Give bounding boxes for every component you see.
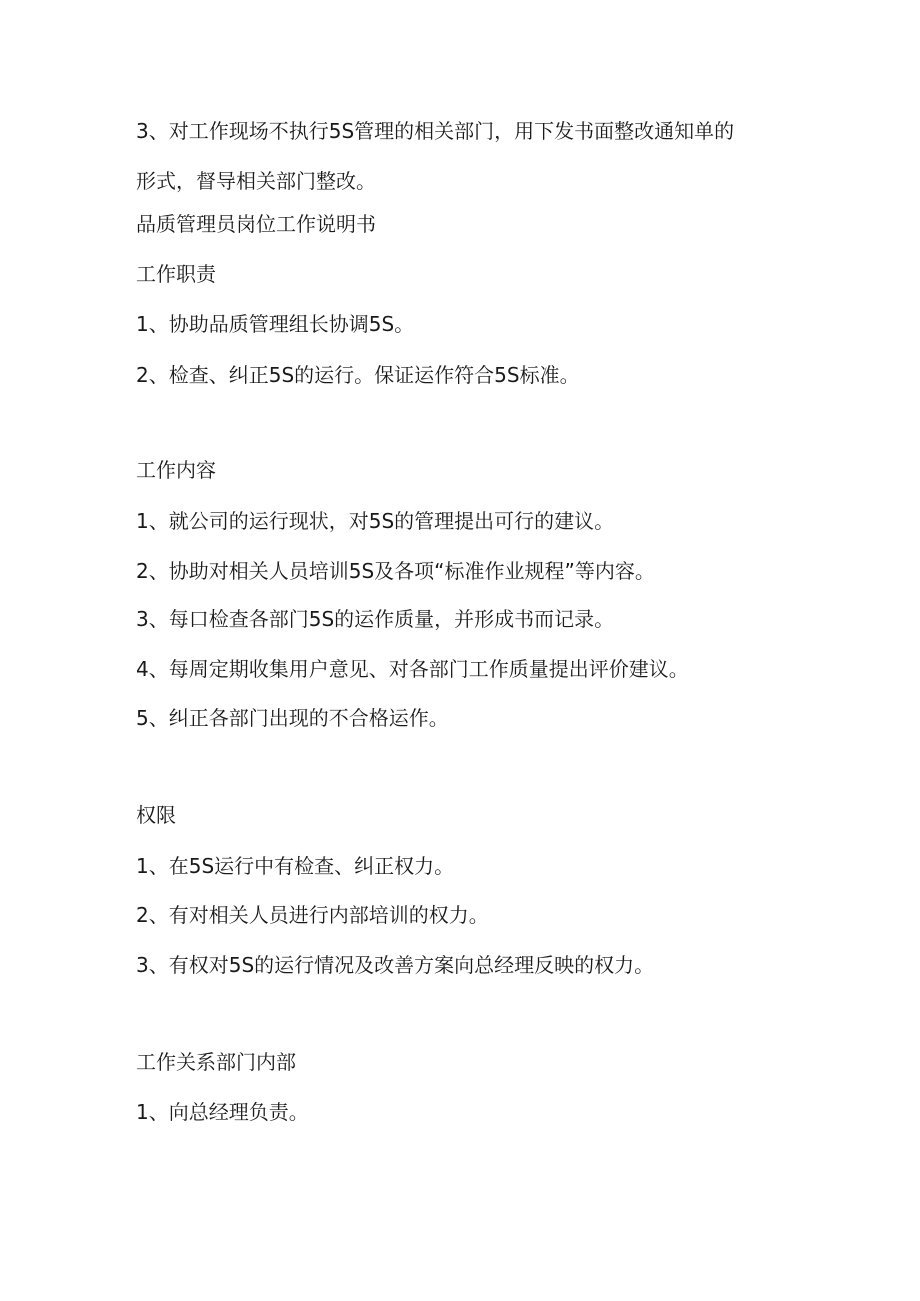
section-heading-duties: 工作职责: [136, 262, 216, 286]
intro-item-3-line-1: 3、对工作现场不执行5S管理的相关部门，用下发书面整改通知单的: [136, 119, 735, 143]
authority-item: 3、有权对5S的运行情况及改善方案向总经理反映的权力。: [136, 953, 655, 977]
content-item: 2、协助对相关人员培训5S及各项“标准作业规程”等内容。: [136, 559, 655, 583]
duties-item: 2、检查、纠正5S的运行。保证运作符合5S标准。: [136, 363, 580, 387]
section-heading-content: 工作内容: [136, 458, 216, 482]
relations-item: 1、向总经理负责。: [136, 1100, 309, 1124]
content-item: 3、每口检查各部门5S的运作质量，并形成书而记录。: [136, 607, 615, 631]
content-item: 5、纠正各部门出现的不合格运作。: [136, 706, 449, 730]
content-item: 4、每周定期收集用户意见、对各部门工作质量提出评价建议。: [136, 657, 689, 681]
document-title: 品质管理员岗位工作说明书: [136, 212, 376, 236]
section-heading-authority: 权限: [136, 803, 176, 827]
duties-item: 1、协助品质管理组长协调5S。: [136, 312, 415, 336]
intro-item-3-line-2: 形式，督导相关部门整改。: [136, 169, 376, 193]
section-heading-relations: 工作关系部门内部: [136, 1050, 296, 1074]
content-item: 1、就公司的运行现状，对5S的管理提出可行的建议。: [136, 509, 615, 533]
authority-item: 2、有对相关人员进行内部培训的权力。: [136, 903, 489, 927]
authority-item: 1、在5S运行中有检查、纠正权力。: [136, 854, 455, 878]
